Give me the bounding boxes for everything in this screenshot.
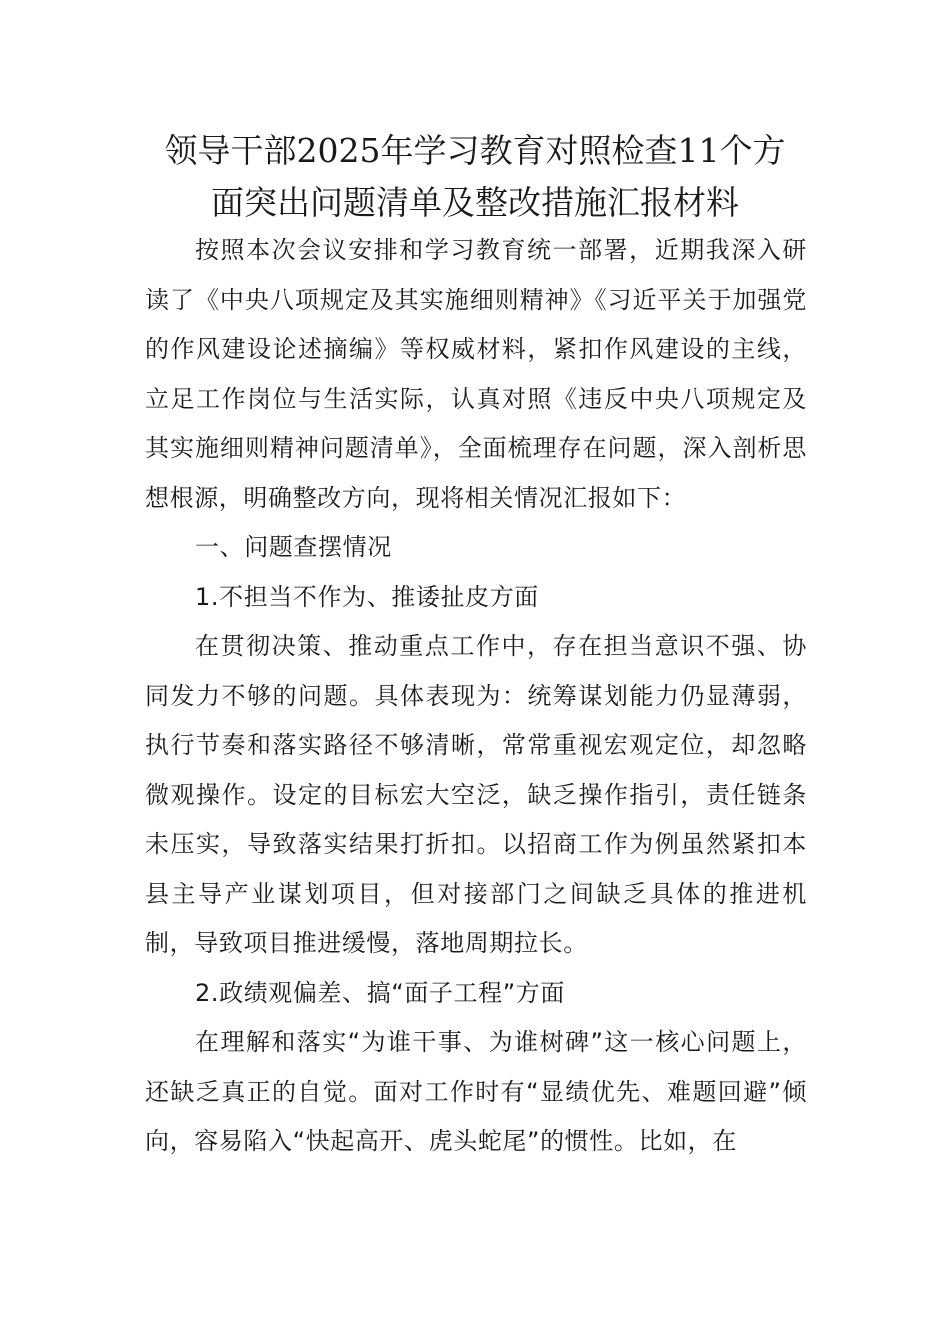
paragraph-1-content: 在贯彻决策、推动重点工作中，存在担当意识不强、协同发力不够的问题。具体表现为：统筹谋划能力仍显薄弱，执行节奏和落实路径不够清晰，常常重视宏观定位，却忽略微观操作。设定的目标宏大空泛，缺乏操作指引，责任链条未压实，导致落实结果打折扣。以招商工作为例虽然紧扣本县主导产业谋划项目，但对接部门之间缺乏具体的推进机制，导致项目推进缓慢，落地周期拉长。 [145, 632, 807, 957]
document-title-line-1: 领导干部2025年学习教育对照检查11个方 [164, 131, 786, 170]
section-heading-problems: 一、问题查摆情况 [195, 533, 392, 561]
document-title-line-2: 面突出问题清单及整改措施汇报材料 [211, 183, 739, 222]
paragraph-2-content: 在理解和落实“为谁干事、为谁树碑”这一核心问题上，还缺乏真正的自觉。面对工作时有“显绩优先、难题回避”倾向，容易陷入“快起高开、虎头蛇尾”的惯性。比如，在 [145, 1028, 807, 1155]
subheading-1: 1.不担当不作为、推诿扯皮方面 [195, 582, 539, 611]
subheading-2: 2.政绩观偏差、搞“面子工程”方面 [195, 978, 565, 1007]
document-body [145, 226, 807, 1167]
intro-paragraph: 按照本次会议安排和学习教育统一部署，近期我深入研读了《中央八项规定及其实施细则精神》《习近平关于加强党的作风建设论述摘编》等权威材料，紧扣作风建设的主线，立足工作岗位与生活实际，认真对照《违反中央八项规定及其实施细则精神问题清单》，全面梳理存在问题，深入剖析思想根源，明确整改方向，现将相关情况汇报如下： [145, 236, 807, 512]
